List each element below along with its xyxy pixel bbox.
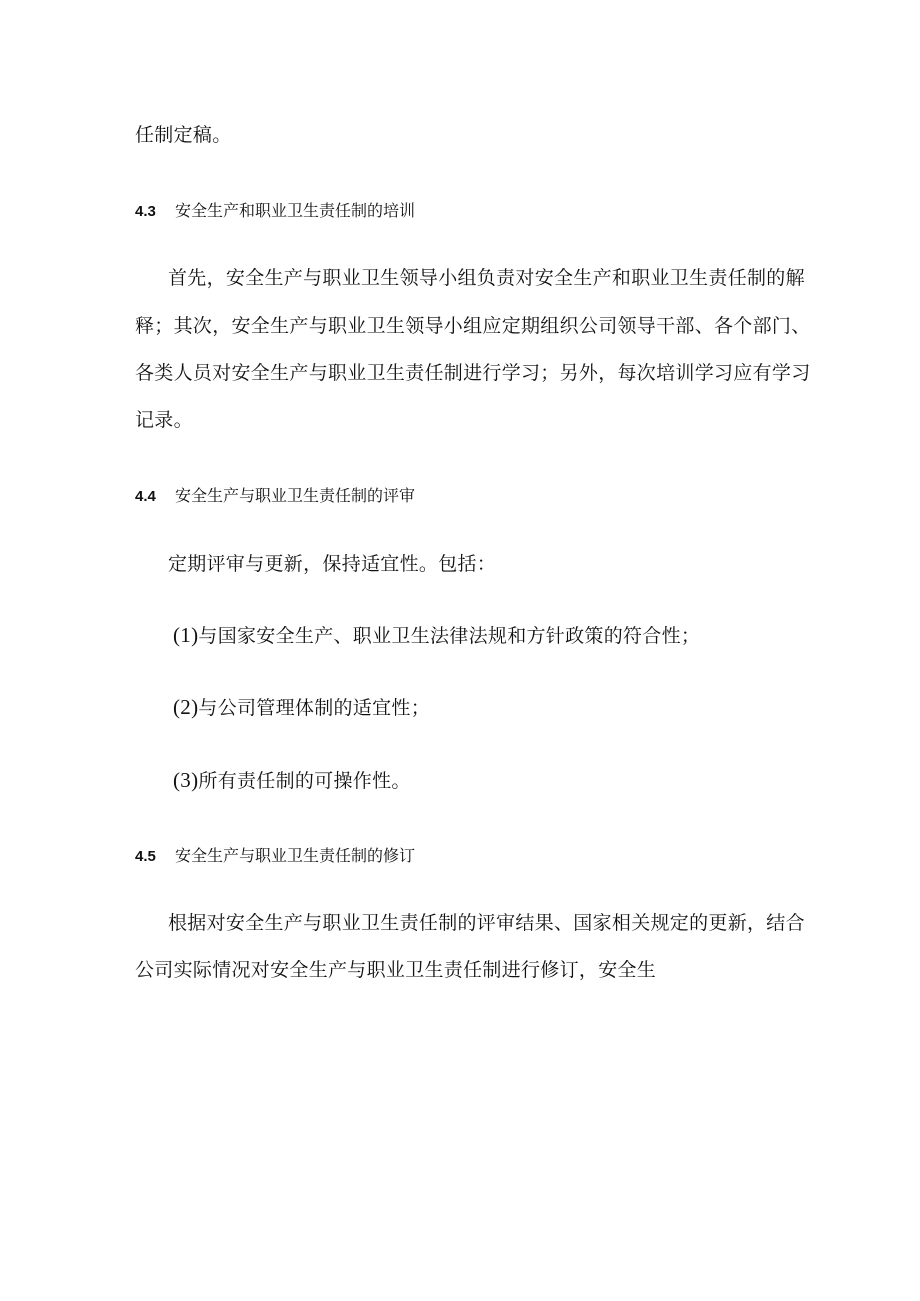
section-heading-4-4	[135, 485, 415, 508]
section-intro: 定期评审与更新，保持适宜性。包括：	[168, 553, 497, 575]
section-number: 4.4	[135, 488, 156, 505]
list-item-text: 与国家安全生产、职业卫生法律法规和方针政策的符合性；	[198, 625, 701, 647]
section-title: 安全生产与职业卫生责任制的评审	[175, 486, 416, 505]
list-item-number: (3)	[173, 768, 199, 792]
list-item	[173, 695, 430, 720]
paragraph-line: 公司实际情况对安全生产与职业卫生责任制进行修订，安全生	[135, 959, 657, 981]
paragraph-line: 各类人员对安全生产与职业卫生责任制进行学习；另外，每次培训学习应有学习	[135, 362, 811, 384]
paragraph-line: 首先，安全生产与职业卫生领导小组负责对安全生产和职业卫生责任制的解	[168, 267, 805, 289]
list-item-text: 与公司管理体制的适宜性；	[198, 697, 430, 719]
list-item-text: 所有责任制的可操作性。	[198, 770, 411, 792]
section-number: 4.5	[135, 848, 156, 865]
list-item-number: (1)	[173, 623, 199, 647]
list-item	[173, 623, 700, 648]
paragraph-line: 记录。	[135, 409, 193, 431]
section-heading-4-3	[135, 200, 415, 223]
paragraph-line: 释；其次，安全生产与职业卫生领导小组应定期组织公司领导干部、各个部门、	[135, 315, 811, 337]
continuation-text: 任制定稿。	[135, 124, 232, 146]
list-item-number: (2)	[173, 695, 199, 719]
section-title: 安全生产与职业卫生责任制的修订	[175, 846, 416, 865]
section-heading-4-5	[135, 845, 415, 868]
section-title: 安全生产和职业卫生责任制的培训	[175, 201, 416, 220]
section-number: 4.3	[135, 203, 156, 220]
paragraph-line: 根据对安全生产与职业卫生责任制的评审结果、国家相关规定的更新，结合	[168, 912, 805, 934]
list-item	[173, 768, 411, 793]
